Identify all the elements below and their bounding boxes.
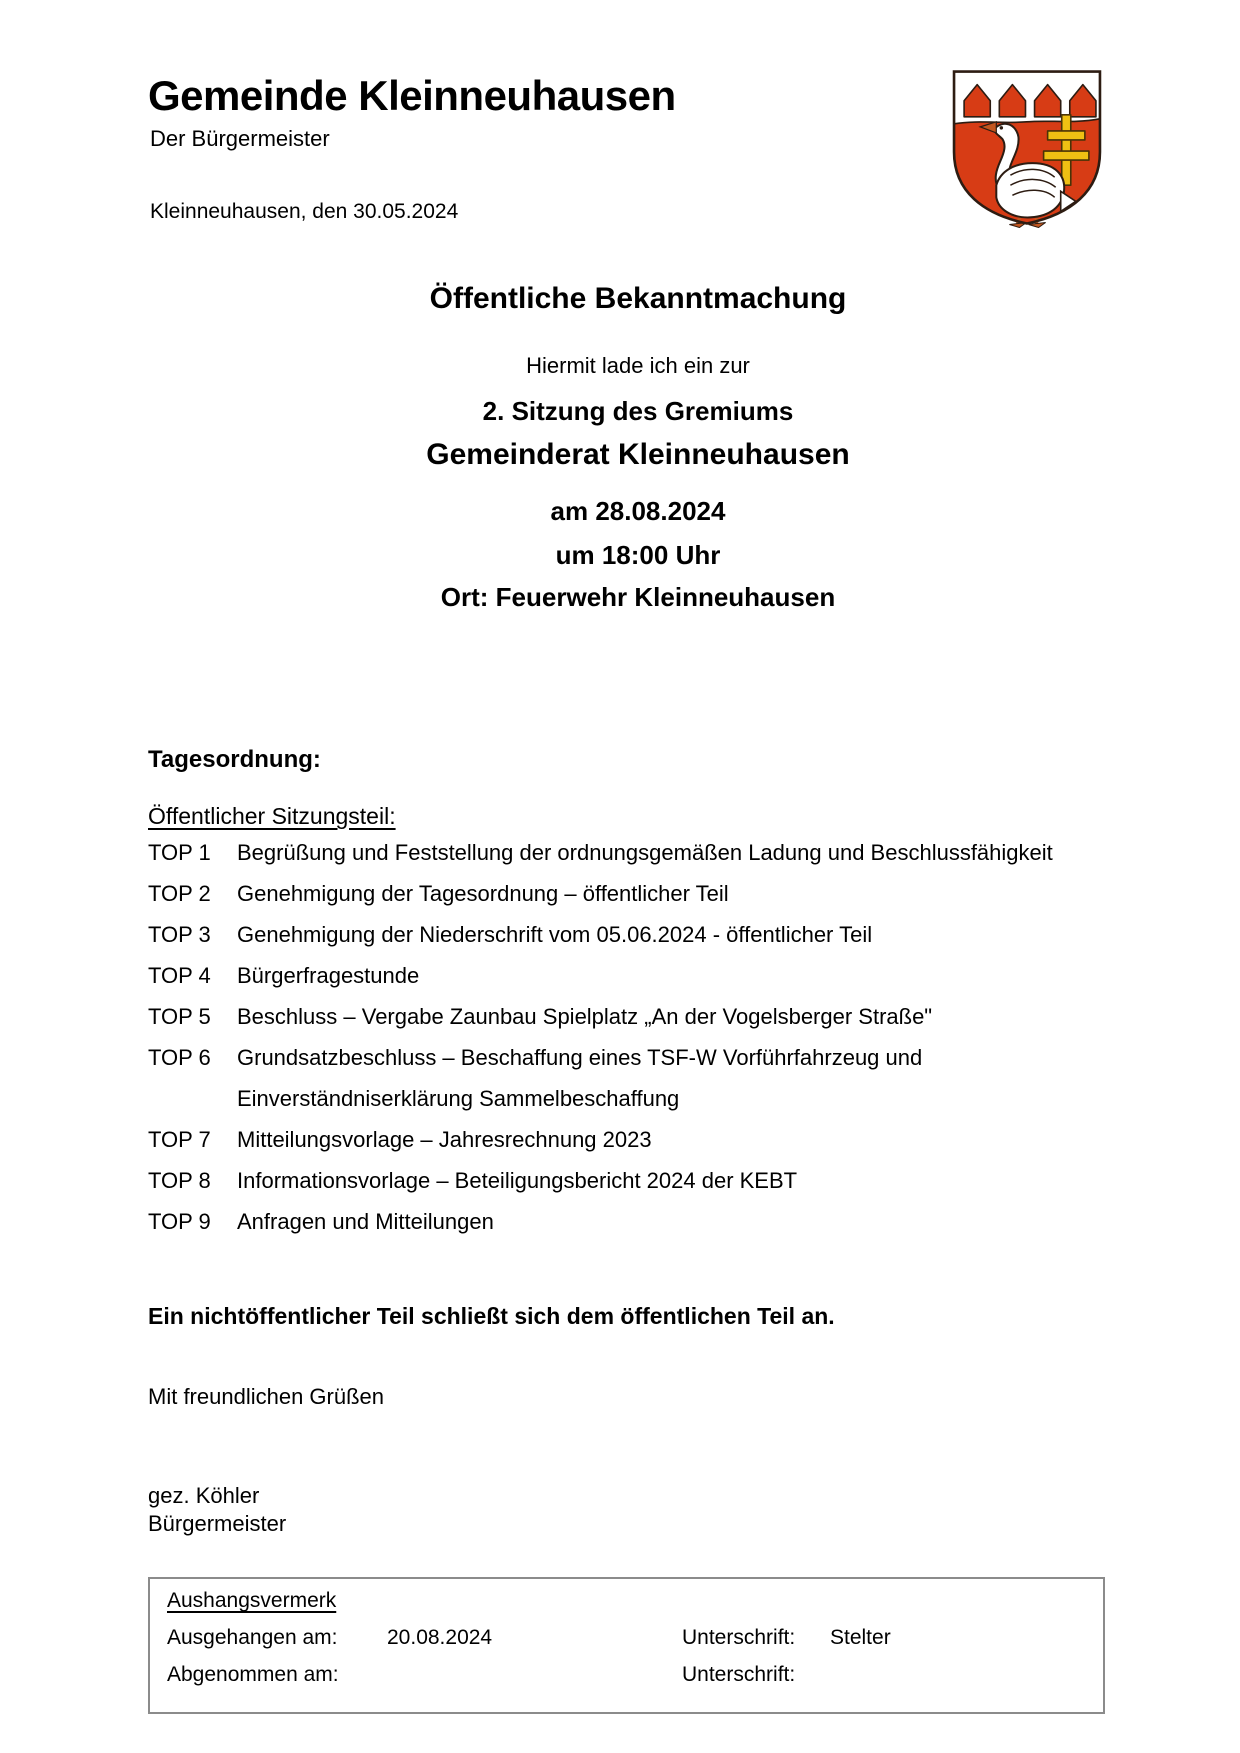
agenda-item-label: TOP 7 bbox=[148, 1127, 211, 1152]
agenda-item bbox=[148, 914, 872, 955]
agenda-item-label: TOP 2 bbox=[148, 881, 211, 906]
posting-remark-box bbox=[148, 1577, 1105, 1714]
agenda-item-text: Genehmigung der Tagesordnung – öffentlicher Teil bbox=[237, 881, 729, 906]
agenda-item-text-line2: Einverständniserklärung Sammelbeschaffung bbox=[237, 1086, 680, 1111]
agenda-item bbox=[148, 955, 419, 996]
greeting-line: Mit freundlichen Grüßen bbox=[148, 1384, 384, 1409]
agenda-item bbox=[148, 996, 932, 1037]
signed-name: gez. Köhler bbox=[148, 1483, 260, 1508]
posted-on-value: 20.08.2024 bbox=[387, 1626, 493, 1649]
meeting-time-line: um 18:00 Uhr bbox=[555, 540, 721, 570]
signature-label-2: Unterschrift: bbox=[682, 1663, 796, 1686]
agenda-heading: Tagesordnung: bbox=[148, 746, 321, 773]
agenda-item-label: TOP 8 bbox=[148, 1168, 211, 1193]
agenda-item-label: TOP 6 bbox=[148, 1045, 211, 1070]
municipality-name: Gemeinde Kleinneuhausen bbox=[148, 72, 676, 119]
meeting-location-line: Ort: Feuerwehr Kleinneuhausen bbox=[440, 582, 836, 612]
signer-role: Bürgermeister bbox=[148, 1511, 287, 1536]
session-number-line: 2. Sitzung des Gremiums bbox=[482, 396, 794, 426]
non-public-session-note: Ein nichtöffentlicher Teil schließt sich dem öffentlichen Teil an. bbox=[148, 1303, 835, 1329]
agenda-item bbox=[148, 1201, 494, 1242]
agenda-item-text: Informationsvorlage – Beteiligungsbericht 2024 der KEBT bbox=[237, 1168, 798, 1193]
agenda-item-text-line1: Grundsatzbeschluss – Beschaffung eines TSF-W Vorführfahrzeug und bbox=[237, 1045, 923, 1070]
office-subtitle: Der Bürgermeister bbox=[150, 126, 330, 151]
posted-on-label: Ausgehangen am: bbox=[167, 1626, 338, 1649]
agenda-item bbox=[148, 1119, 652, 1160]
signature-value-1: Stelter bbox=[830, 1626, 891, 1649]
agenda-item-label: TOP 5 bbox=[148, 1004, 211, 1029]
agenda-item-label: TOP 4 bbox=[148, 963, 211, 988]
agenda-item bbox=[148, 1160, 797, 1201]
posting-box-heading: Aushangsvermerk bbox=[167, 1589, 337, 1612]
agenda-item-text: Bürgerfragestunde bbox=[237, 963, 420, 988]
agenda-item-label: TOP 1 bbox=[148, 840, 211, 865]
agenda-item-label: TOP 3 bbox=[148, 922, 211, 947]
agenda-item bbox=[148, 873, 729, 914]
agenda-item-text: Anfragen und Mitteilungen bbox=[237, 1209, 494, 1234]
agenda-item-text: Beschluss – Vergabe Zaunbau Spielplatz „An der Vogelsberger Straße" bbox=[237, 1004, 933, 1029]
agenda-item-text: Genehmigung der Niederschrift vom 05.06.2024 - öffentlicher Teil bbox=[237, 922, 873, 947]
agenda-public-section-label: Öffentlicher Sitzungsteil: bbox=[148, 803, 396, 829]
signature-label-1: Unterschrift: bbox=[682, 1626, 796, 1649]
announcement-intro: Hiermit lade ich ein zur bbox=[526, 353, 750, 378]
agenda-item bbox=[148, 832, 1053, 873]
place-dateline: Kleinneuhausen, den 30.05.2024 bbox=[150, 200, 459, 223]
meeting-date-line: am 28.08.2024 bbox=[550, 496, 726, 526]
agenda-item bbox=[148, 1037, 922, 1119]
agenda-item-label: TOP 9 bbox=[148, 1209, 211, 1234]
agenda-item-text bbox=[237, 1037, 922, 1119]
council-name-line: Gemeinderat Kleinneuhausen bbox=[426, 438, 850, 471]
agenda-item-text: Mitteilungsvorlage – Jahresrechnung 2023 bbox=[237, 1127, 652, 1152]
signature-block bbox=[148, 1482, 286, 1538]
removed-on-label: Abgenommen am: bbox=[167, 1663, 339, 1686]
agenda-item-text: Begrüßung und Feststellung der ordnungsgemäßen Ladung und Beschlussfähigkeit bbox=[237, 840, 1053, 865]
municipal-coat-of-arms bbox=[948, 66, 1106, 228]
announcement-title: Öffentliche Bekanntmachung bbox=[429, 282, 847, 315]
coat-of-arms-icon bbox=[948, 66, 1106, 228]
